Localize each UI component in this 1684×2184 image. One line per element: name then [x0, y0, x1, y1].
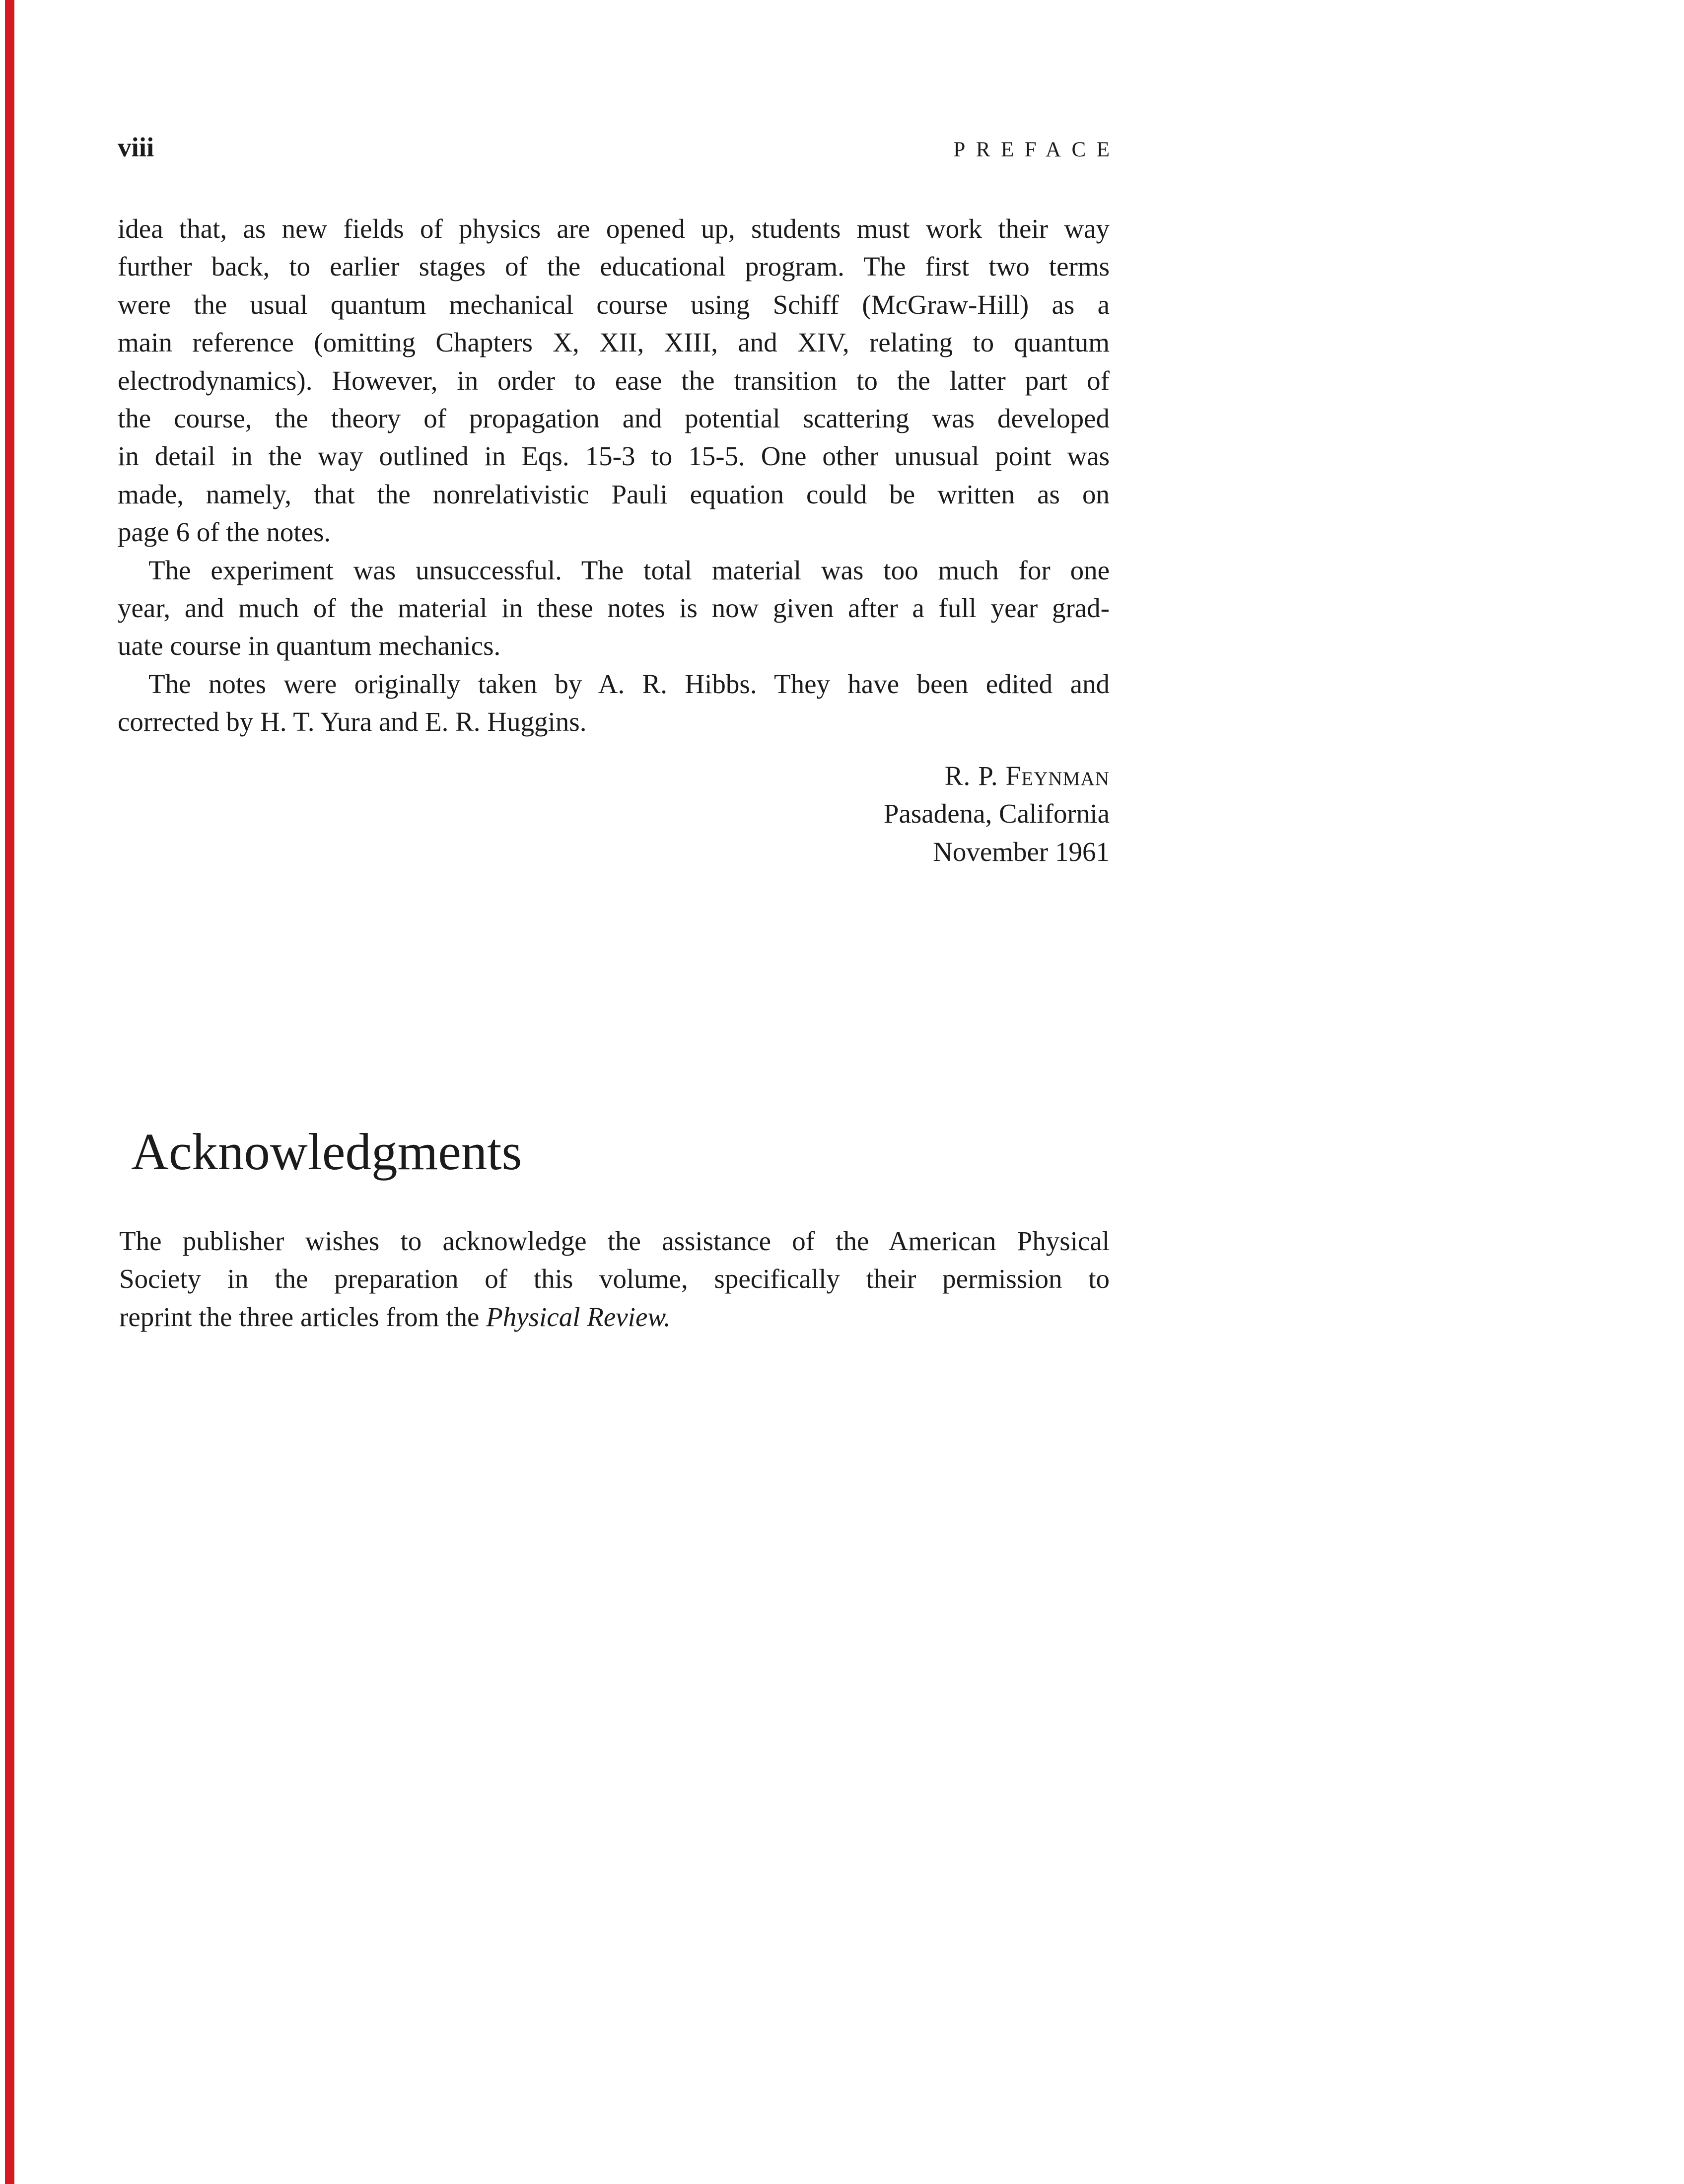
- signature-name: R. P. Feynman: [944, 761, 1110, 791]
- preface-line: page 6 of the notes.: [118, 517, 331, 548]
- preface-line: further back, to earlier stages of the educational program. The first two terms: [118, 251, 1110, 282]
- acknowledgments-line: Society in the preparation of this volume, specifically their permission to: [119, 1264, 1110, 1294]
- acknowledgments-heading: Acknowledgments: [131, 1123, 522, 1181]
- red-edge-bar: [5, 0, 14, 2184]
- preface-line: in detail in the way outlined in Eqs. 15-3 to 15-5. One other unusual point was: [118, 441, 1110, 472]
- preface-line: main reference (omitting Chapters X, XII, XIII, and XIV, relating to quantum: [118, 327, 1110, 358]
- preface-line: were the usual quantum mechanical course using Schiff (McGraw-Hill) as a: [118, 289, 1110, 320]
- preface-line: The experiment was unsuccessful. The total material was too much for one: [148, 555, 1110, 585]
- preface-line: electrodynamics). However, in order to ease the transition to the latter part of: [118, 365, 1110, 396]
- preface-line: year, and much of the material in these notes is now given after a full year grad-: [118, 592, 1110, 623]
- preface-line: idea that, as new fields of physics are opened up, students must work their way: [118, 213, 1110, 244]
- page-number: viii: [118, 132, 154, 162]
- running-title: PREFACE: [953, 138, 1121, 161]
- signature-date: November 1961: [933, 836, 1110, 867]
- acknowledgments-line: The publisher wishes to acknowledge the assistance of the American Physical: [119, 1226, 1110, 1256]
- signature-place: Pasadena, California: [883, 798, 1110, 829]
- preface-line: corrected by H. T. Yura and E. R. Huggins.: [118, 706, 587, 737]
- acknowledgments-line: [119, 1298, 1110, 1336]
- signature-block: [118, 757, 1110, 871]
- preface-line: The notes were originally taken by A. R. Hibbs. They have been edited and: [148, 668, 1110, 699]
- page-header: [118, 128, 1121, 167]
- acknowledgments-line-plain: reprint the three articles from the: [119, 1301, 487, 1332]
- preface-text: [118, 210, 1110, 741]
- acknowledgments-line-italic: Physical Review.: [486, 1301, 671, 1332]
- preface-line: made, namely, that the nonrelativistic Pauli equation could be written as on: [118, 479, 1110, 509]
- acknowledgments-text: [119, 1222, 1110, 1336]
- preface-line: uate course in quantum mechanics.: [118, 631, 501, 661]
- preface-line: the course, the theory of propagation and potential scattering was developed: [118, 403, 1110, 433]
